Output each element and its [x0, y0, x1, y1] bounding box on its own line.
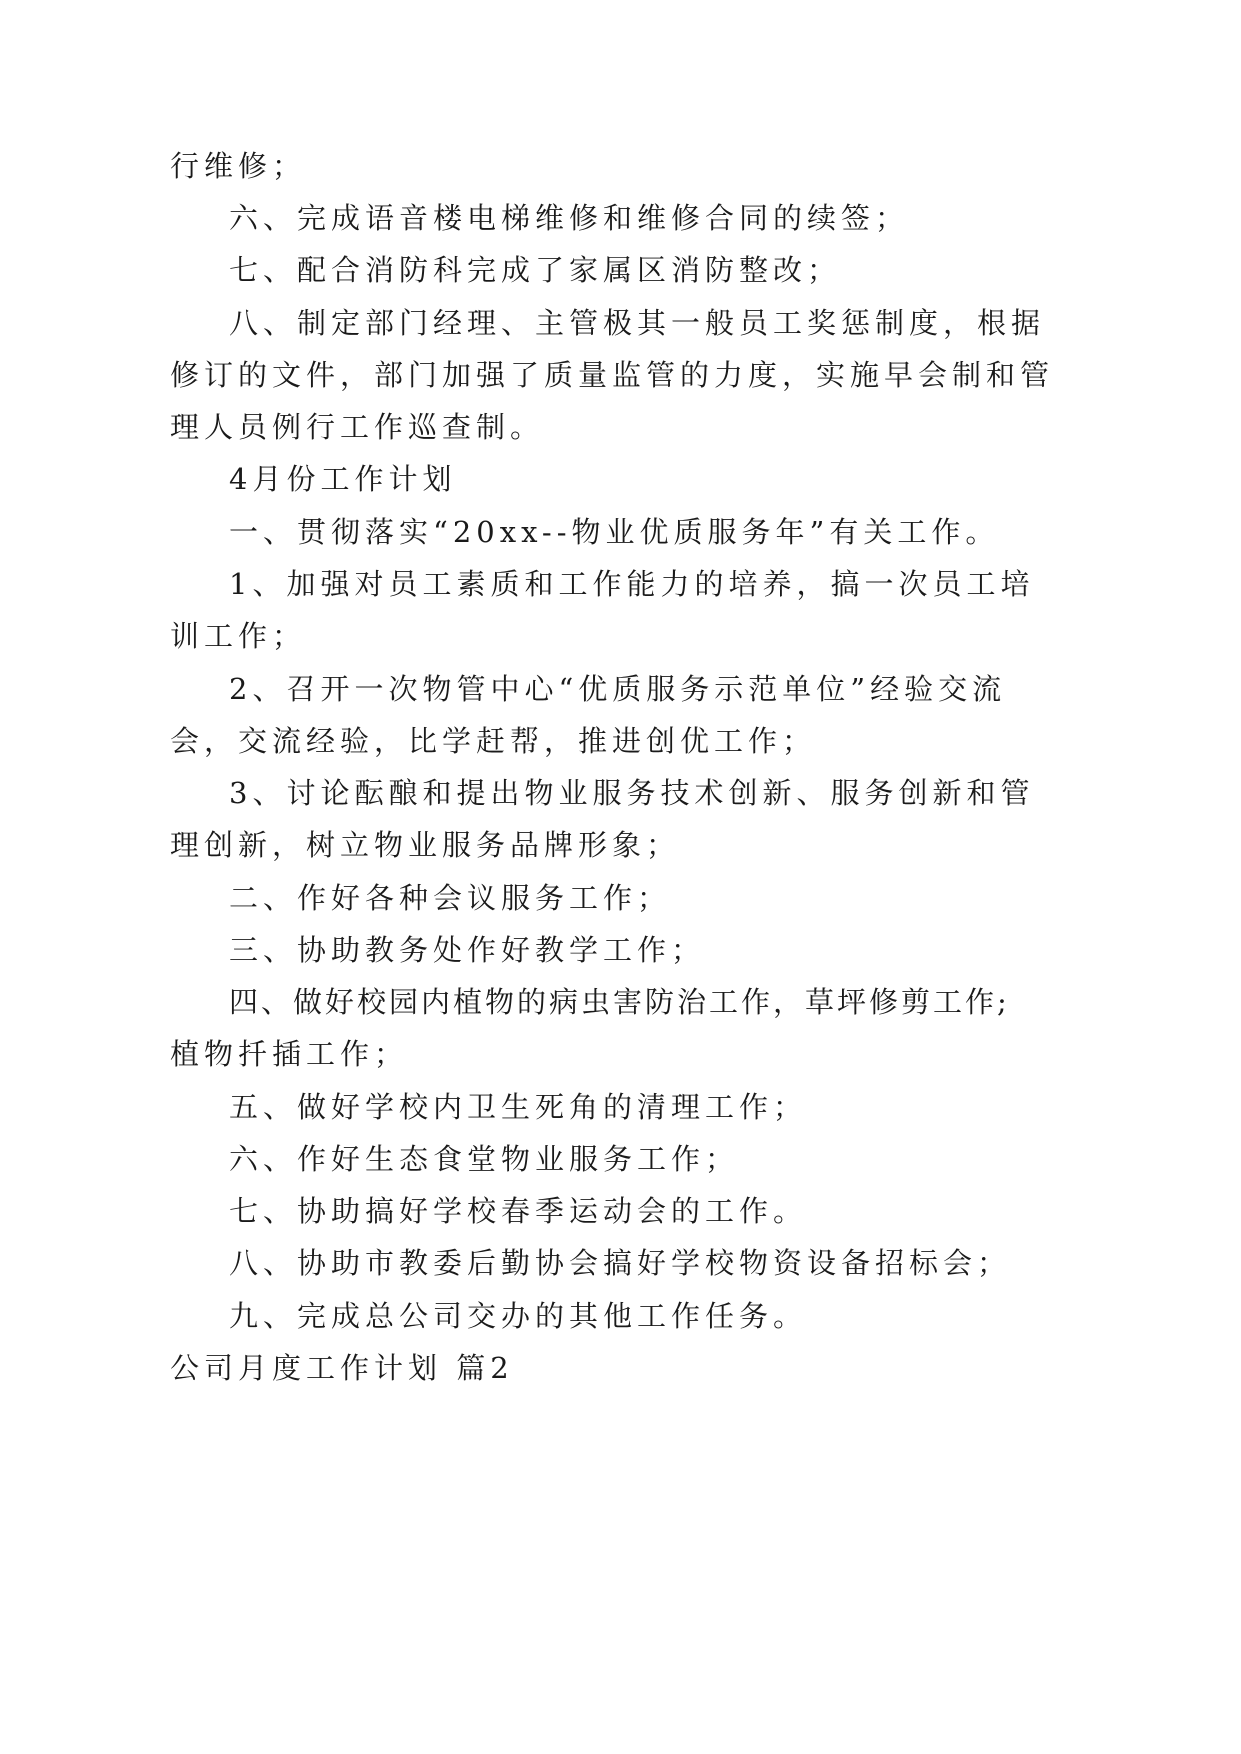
section-heading: 4月份工作计划: [229, 462, 457, 496]
text-line: 理创新，树立物业服务品牌形象；: [170, 828, 681, 862]
text-line: 一、贯彻落实“20xx--物业优质服务年”有关工作。: [229, 515, 1000, 549]
text-line: 3、讨论酝酿和提出物业服务技术创新、服务创新和管: [229, 776, 1035, 810]
text-line: 七、配合消防科完成了家属区消防整改；: [229, 253, 842, 287]
text-line: 六、完成语音楼电梯维修和维修合同的续签；: [229, 201, 910, 235]
text-line: 训工作；: [170, 619, 307, 653]
text-line: 二、作好各种会议服务工作；: [229, 881, 672, 915]
text-line: 三、协助教务处作好教学工作；: [229, 933, 706, 967]
text-line: 行维修；: [170, 149, 307, 183]
text-line: 九、完成总公司交办的其他工作任务。: [229, 1299, 808, 1333]
text-line: 七、协助搞好学校春季运动会的工作。: [229, 1194, 808, 1228]
text-line: 八、制定部门经理、主管极其一般员工奖惩制度，根据: [229, 306, 1046, 340]
section-title: 公司月度工作计划 篇2: [170, 1351, 514, 1385]
text-line: 理人员例行工作巡查制。: [170, 410, 545, 444]
text-line: 四、做好校园内植物的病虫害防治工作，草坪修剪工作;: [229, 985, 1010, 1019]
text-line: 会，交流经验，比学赶帮，推进创优工作；: [170, 724, 817, 758]
text-line: 六、作好生态食堂物业服务工作；: [229, 1142, 740, 1176]
text-line: 1、加强对员工素质和工作能力的培养，搞一次员工培: [229, 567, 1035, 601]
text-line: 八、协助市教委后勤协会搞好学校物资设备招标会；: [229, 1246, 1012, 1280]
text-line: 五、做好学校内卫生死角的清理工作；: [229, 1090, 808, 1124]
text-line: 植物扦插工作；: [170, 1037, 409, 1071]
text-line: 修订的文件，部门加强了质量监管的力度，实施早会制和管: [170, 358, 1055, 392]
text-line: 2、召开一次物管中心“优质服务示范单位”经验交流: [229, 672, 1007, 706]
